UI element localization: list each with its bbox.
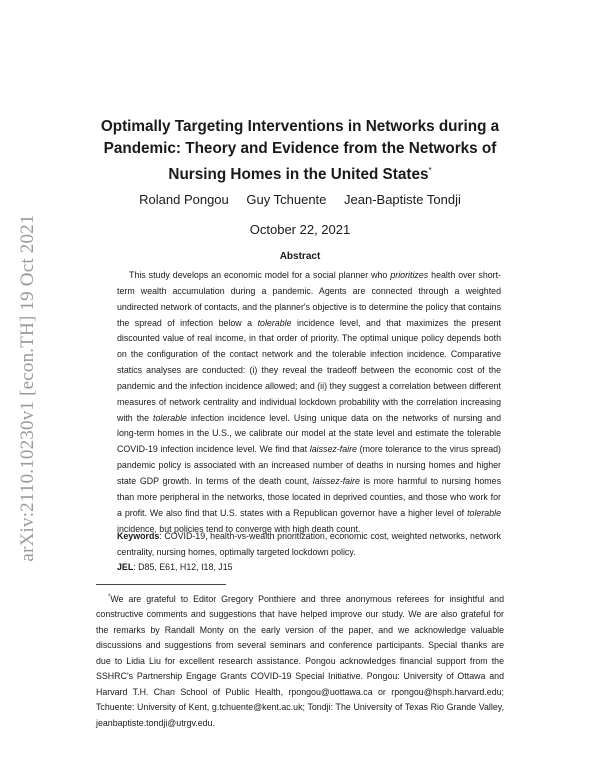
- abstract-emphasis: laissez-faire: [312, 475, 360, 486]
- abstract-emphasis: tolerable: [153, 412, 187, 423]
- abstract-emphasis: prioritizes: [390, 270, 429, 280]
- abstract-text: This study develops an economic model for a social planner who: [129, 270, 391, 280]
- abstract-text: (more tolerance to the virus spread) pandemic policy is associated with an increased number of deaths in nursing homes and higher state GDP growth. In terms of the death count,: [117, 444, 501, 486]
- keywords: [117, 529, 501, 560]
- paper-title: [80, 116, 520, 186]
- author-name: Jean-Baptiste Tondji: [344, 192, 461, 207]
- abstract-heading: Abstract: [279, 251, 321, 262]
- keywords-text: : COVID-19, health-vs-wealth prioritization, economic cost, weighted networks, network centrality, nursing homes, optimally targeted lockdown policy.: [117, 531, 501, 557]
- author-list: [0, 192, 600, 207]
- footnote-marker: *: [108, 594, 111, 600]
- title-footnote: [96, 590, 504, 731]
- abstract-text: health over short-term wealth accumulation during a pandemic. Agents are connected through a weighted undirected network of contacts, and the planner's objective is to determine the policy that contains the spread of infection below a: [117, 270, 502, 328]
- jel-label: JEL: [117, 562, 134, 572]
- abstract-text: incidence, but policies tend to converge with high death count.: [117, 523, 361, 534]
- footnote-divider: [96, 584, 226, 585]
- abstract-emphasis: laissez-faire: [309, 444, 357, 455]
- author-name: Roland Pongou: [139, 192, 229, 207]
- abstract-emphasis: tolerable: [257, 317, 292, 328]
- author-name: Guy Tchuente: [246, 192, 327, 207]
- keywords-label: Keywords: [117, 531, 160, 541]
- abstract-emphasis: tolerable: [467, 507, 501, 518]
- footnote-text: We are grateful to Editor Gregory Ponthiere and three anonymous referees for insightful and constructive comments and suggestions that have helped improve our study. We are also grateful for the remarks by Randall Monty on the early version of the paper, and we acknowledge valuable discussions and suggestions from several seminars and conference participants. Special thanks are due to Lidia Liu for excellent research assistance. Pongou acknowledges financial support from the SSHRC's Partnership Engage Grants COVID-19 Special Initiative. Pongou: University of Ottawa and Harvard T.H. Chan School of Public Health, rpongou@uottawa.ca or rpongou@hsph.harvard.edu; Tchuente: University of Kent, g.tchuente@kent.ac.uk; Tondji: The University of Texas Rio Grande Valley, jeanbaptiste.tondji@utrgv.edu.: [96, 593, 504, 728]
- jel-text: : D85, E61, H12, I18, J15: [133, 562, 233, 572]
- paper-title-text: Optimally Targeting Interventions in Networks during a Pandemic: Theory and Evidence from the Networks of Nursing Homes in the United States: [100, 118, 500, 184]
- abstract-body: [117, 268, 501, 537]
- publication-date: October 22, 2021: [249, 222, 351, 237]
- title-footnote-marker: *: [428, 166, 432, 175]
- arxiv-identifier-stamp: arXiv:2110.10230v1 [econ.TH] 19 Oct 2021: [17, 214, 38, 562]
- jel-codes: [117, 560, 501, 576]
- abstract-text: is more harmful to nursing homes than more peripheral in the networks, those located in deprived counties, and those who work for a profit. We also find that U.S. states with a Republican governor have a higher level of: [117, 475, 501, 518]
- abstract-text: incidence level, and that maximizes the present discounted value of real income, in that order of priority. The optimal unique policy depends both on the configuration of the contact network and the tolerable infection incidence. Comparative statics analyses are conducted: (i) they reveal the tradeoff between the economic cost of the pandemic and the infection incidence allowed; and (ii) they suggest a correlation between different measures of network centrality and individual lockdown probability with the correlation increasing with the: [117, 317, 501, 423]
- abstract-text: infection incidence level. Using unique data on the networks of nursing and long-term homes in the U.S., we calibrate our model at the state level and estimate the tolerable COVID-19 infection incidence level. We find that: [117, 412, 501, 455]
